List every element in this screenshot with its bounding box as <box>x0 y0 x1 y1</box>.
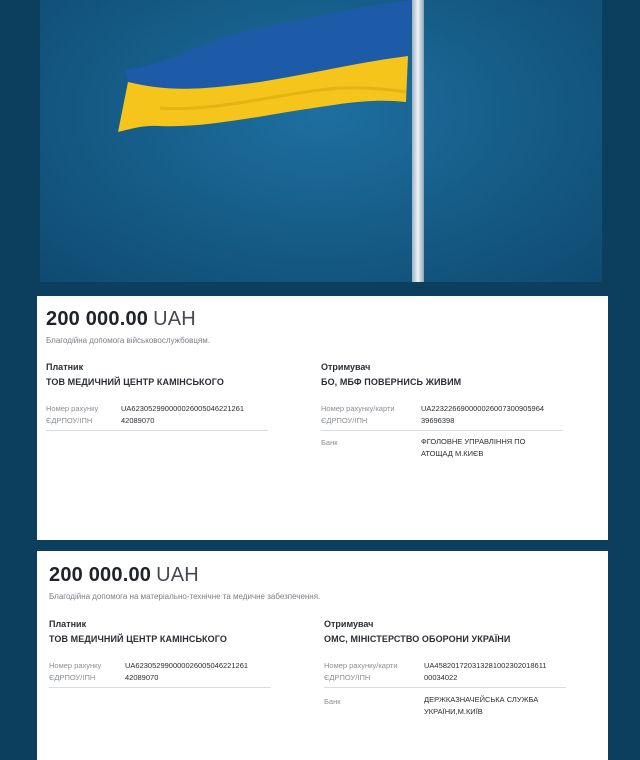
recipient-edrpou: 00034022 <box>424 673 458 682</box>
amount: 200 000.00 UAH <box>46 308 196 330</box>
recipient-account-label: Номер рахунку/карти <box>321 404 395 413</box>
payer-edrpou-label: ЄДРПОУ/ІПН <box>49 673 96 682</box>
payer-role-label: Платник <box>49 619 87 629</box>
payer-account: UA623052990000026005046221261 <box>125 661 249 670</box>
currency: UAH <box>156 564 199 586</box>
recipient-name: ОМС, МІНІСТЕРСТВО ОБОРОНИ УКРАЇНИ <box>324 634 511 644</box>
divider <box>46 430 268 431</box>
recipient-bank-label: Банк <box>324 697 341 706</box>
recipient-bank-label: Банк <box>321 438 338 447</box>
recipient-role-label: Отримувач <box>324 619 374 629</box>
recipient-edrpou: 39696398 <box>421 416 455 425</box>
payer-account: UA623052990000026005046221261 <box>121 404 245 413</box>
payment-purpose: Благодійна допомога на матеріально-технічне та медичне забезпечення. <box>49 592 321 601</box>
flagpole <box>412 0 424 282</box>
transfer-card-1 <box>37 296 608 540</box>
payer-account-label: Номер рахунку <box>46 404 99 413</box>
recipient-edrpou-label: ЄДРПОУ/ІПН <box>321 416 368 425</box>
divider <box>324 687 566 688</box>
recipient-account: UA223226690000026007300905964 <box>421 404 545 413</box>
amount: 200 000.00 UAH <box>49 564 199 586</box>
recipient-name: БО, МБФ ПОВЕРНИСЬ ЖИВИМ <box>321 377 462 387</box>
ukraine-flag-photo <box>40 0 602 282</box>
transfer-card-2 <box>37 551 608 760</box>
recipient-bank: ДЕРЖКАЗНАЧЕЙСЬКА СЛУЖБА УКРАЇНИ,М.КИЇВ <box>424 695 539 716</box>
payer-role-label: Платник <box>46 362 84 372</box>
payer-name: ТОВ МЕДИЧНИЙ ЦЕНТР КАМІНСЬКОГО <box>49 634 227 644</box>
payer-edrpou-label: ЄДРПОУ/ІПН <box>46 416 93 425</box>
ukraine-flag-image <box>40 0 602 282</box>
recipient-role-label: Отримувач <box>321 362 371 372</box>
divider <box>49 687 271 688</box>
payer-name: ТОВ МЕДИЧНИЙ ЦЕНТР КАМІНСЬКОГО <box>46 377 224 387</box>
recipient-edrpou-label: ЄДРПОУ/ІПН <box>324 673 371 682</box>
payer-edrpou: 42089070 <box>125 673 159 682</box>
recipient-account: UA458201720313281002302018611 <box>424 661 547 670</box>
currency: UAH <box>153 308 196 330</box>
divider <box>321 430 563 431</box>
payer-edrpou: 42089070 <box>121 416 155 425</box>
payer-account-label: Номер рахунку <box>49 661 102 670</box>
recipient-bank: ФГОЛОВНЕ УПРАВЛІННЯ ПО АТОЩАД М.КИЄВ <box>421 437 526 458</box>
recipient-account-label: Номер рахунку/карти <box>324 661 398 670</box>
payment-purpose: Благодійна допомога військовослужбовцям. <box>46 336 210 345</box>
